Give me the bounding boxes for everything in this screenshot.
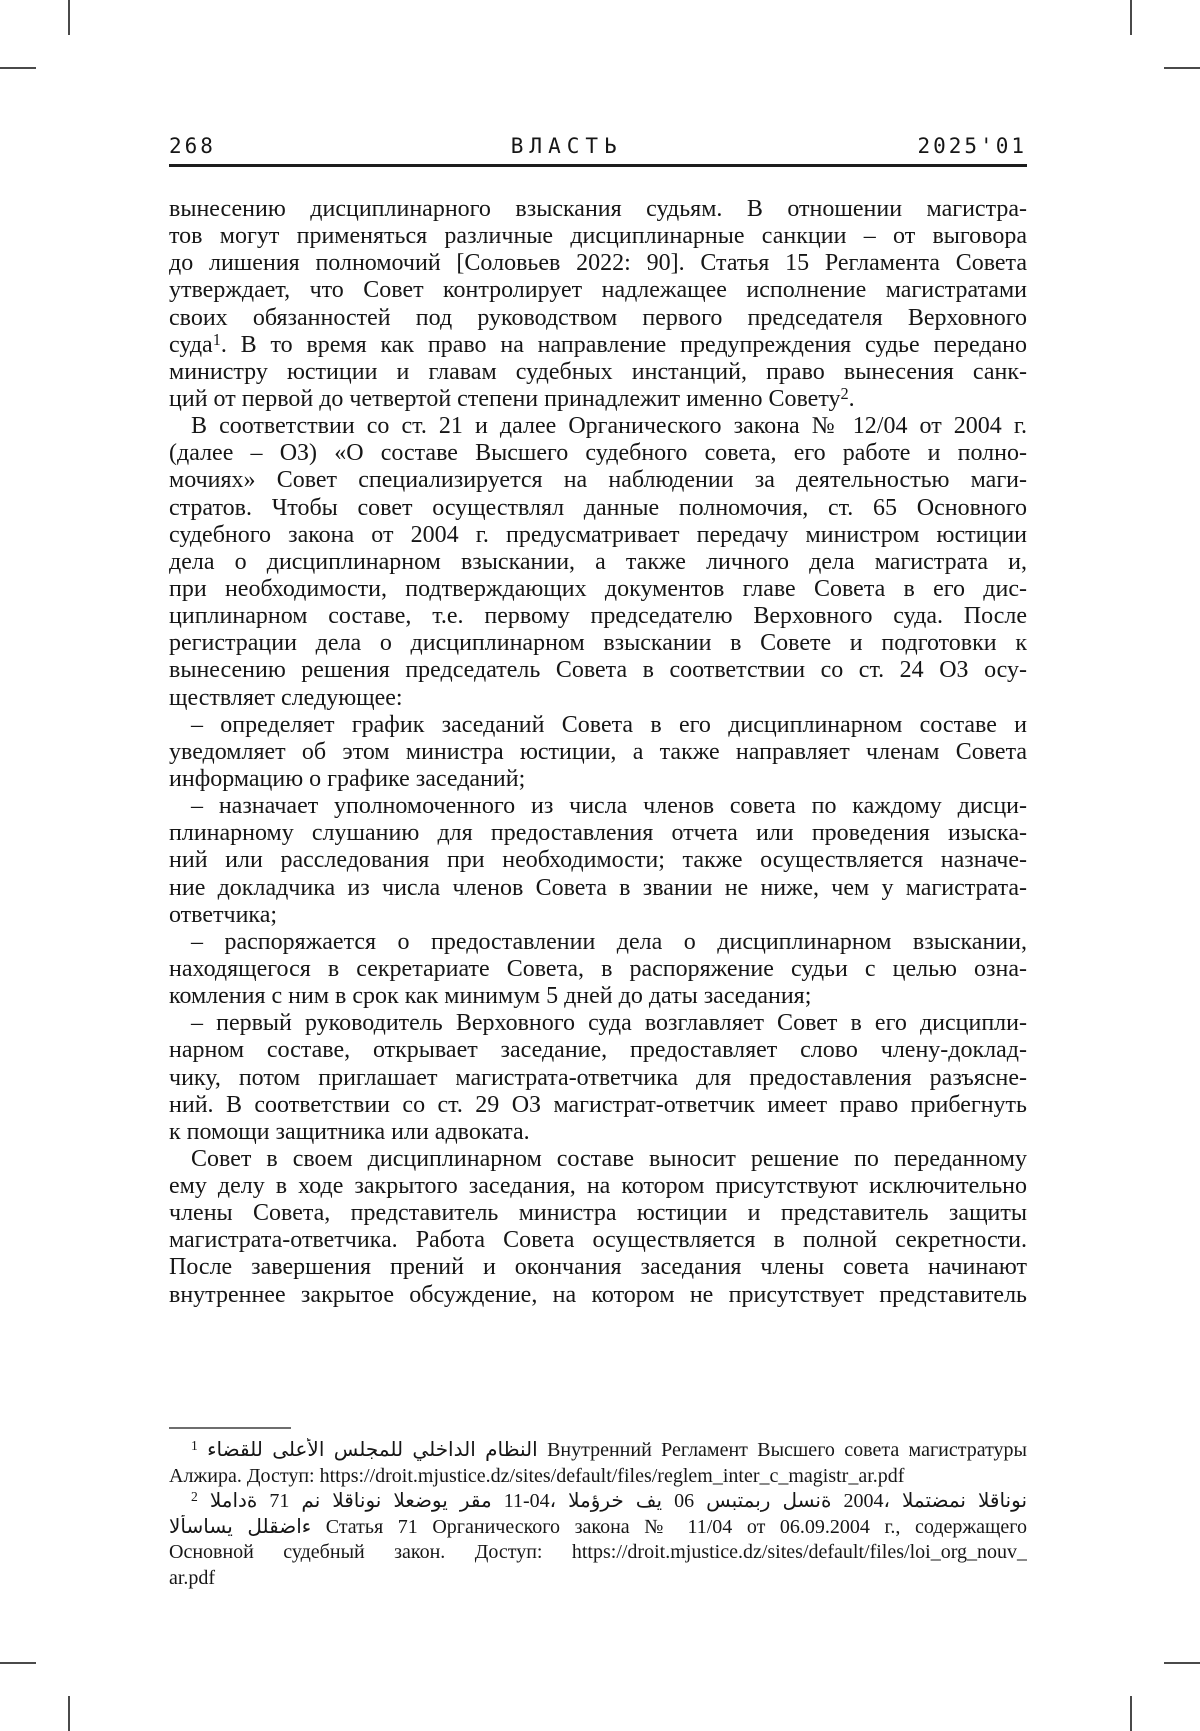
text-line: الأساسي للقضاء Статья 71 Органического закона № 11/04 от 06.09.2004 г., содержащего [169, 1515, 1027, 1538]
text-line: (далее – ОЗ) «О составе Высшего судебного совета, его работе и полно- [169, 440, 1027, 467]
issue-number: 2025'01 [917, 134, 1027, 158]
text-line: – назначает уполномоченного из числа членов совета по каждому дисци- [191, 793, 1027, 820]
crop-mark-bottom-right-vertical [1130, 1696, 1132, 1731]
text-line: уведомляет об этом министра юстиции, а также направляет членам Совета [169, 738, 1027, 765]
text-line: регистрации дела о дисциплинарном взыскании в Совете и подготовки к [169, 630, 1027, 657]
text-line: члены Совета, представитель министра юстиции и представитель защиты [169, 1200, 1027, 1227]
text-line: Совет в своем дисциплинарном составе выносит решение по переданному [191, 1145, 1027, 1172]
footnote-separator [169, 1427, 291, 1429]
text-line: плинарному слушанию для предоставления отчета или проведения изыска- [169, 820, 1027, 847]
text-line: министру юстиции и главам судебных инстанций, право вынесения санк- [169, 358, 1027, 385]
text-line: После завершения прений и окончания заседания члены совета начинают [169, 1254, 1027, 1281]
text-line: ar.pdf [169, 1566, 216, 1589]
text-line: $^2$ المادة 71 من القانون العضوي رقم 11-04، المؤرخ في 06 سبتمبر لسنة 2004، المتضمن القانون [191, 1489, 1027, 1512]
text-line: чику, потом приглашает магистрата-ответчика для предоставления разъясне- [169, 1064, 1027, 1091]
text-line: ние докладчика из числа членов Совета в звании не ниже, чем у магистрата- [169, 874, 1027, 901]
text-line: ответчика; [169, 901, 278, 928]
text-line: ему делу в ходе закрытого заседания, на котором присутствуют исключительно [169, 1173, 1027, 1200]
text-line: – распоряжается о предоставлении дела о дисциплинарном взыскании, [191, 928, 1027, 955]
text-line: – первый руководитель Верховного суда возглавляет Совет в его дисципли- [191, 1010, 1027, 1037]
text-line: В соответствии со ст. 21 и далее Органического закона № 12/04 от 2004 г. [191, 413, 1027, 440]
text-line: вынесению решения председатель Совета в соответствии со ст. 24 ОЗ осу- [169, 657, 1027, 684]
text-line: дела о дисциплинарном взыскании, а также личного дела магистрата и, [169, 548, 1027, 575]
crop-mark-top-left-vertical [68, 0, 70, 35]
text-line: своих обязанностей под руководством первого председателя Верховного [169, 304, 1027, 331]
text-line: циплинарном составе, т.е. первому председателю Верховного суда. После [169, 603, 1027, 630]
text-line: утверждает, что Совет контролирует надлежащее исполнение магистратами [169, 277, 1027, 304]
text-line: ществляет следующее: [169, 684, 403, 711]
crop-mark-bottom-left-horizontal [0, 1662, 36, 1664]
text-line: мочиях» Совет специализируется на наблюдении за деятельностью маги- [169, 467, 1027, 494]
crop-mark-bottom-right-horizontal [1164, 1662, 1200, 1664]
text-line: к помощи защитника или адвоката. [169, 1118, 530, 1145]
text-line: при необходимости, подтверждающих документов главе Совета в его дис- [169, 575, 1027, 602]
page-number: 268 [169, 134, 216, 158]
text-line: суда$^1$. В то время как право на направление предупреждения судье передано [169, 331, 1027, 358]
text-line: – определяет график заседаний Совета в его дисциплинарном составе и [191, 711, 1027, 738]
header-rule [169, 164, 1027, 167]
text-line: нарном составе, открывает заседание, предоставляет слово члену-доклад- [169, 1037, 1027, 1064]
journal-title: ВЛАСТЬ [510, 134, 623, 158]
text-line: ний или расследования при необходимости; также осуществляется назначе- [169, 847, 1027, 874]
text-line: вынесению дисциплинарного взыскания судьям. В отношении магистра- [169, 196, 1027, 222]
text-line: информацию о графике заседаний; [169, 765, 526, 792]
text-line: Основной судебный закон. Доступ: https://droit.mjustice.dz/sites/default/files/loi_org_nouv_ [169, 1541, 1027, 1563]
text-line: комления с ним в срок как минимум 5 дней до даты заседания; [169, 983, 812, 1010]
text-line: Алжира. Доступ: https://droit.mjustice.dz/sites/default/files/reglem_inter_c_magistr_ar.pdf [169, 1464, 905, 1487]
text-line: внутреннее закрытое обсуждение, на котором не присутствует представитель [169, 1281, 1027, 1308]
text-line: находящегося в секретариате Совета, в распоряжение судьи с целью озна- [169, 955, 1027, 982]
crop-mark-bottom-left-vertical [68, 1696, 70, 1731]
text-line: до лишения полномочий [Соловьев 2022: 90]. Статья 15 Регламента Совета [169, 250, 1027, 277]
footnotes-section [169, 1438, 1027, 1591]
text-line: тов могут применяться различные дисциплинарные санкции – от выговора [169, 223, 1027, 250]
crop-mark-top-right-horizontal [1164, 67, 1200, 69]
text-line: ций от первой до четвертой степени принадлежит именно Совету$^2$. [169, 385, 855, 412]
text-line: стратов. Чтобы совет осуществлял данные полномочия, ст. 65 Основного [169, 494, 1027, 521]
crop-mark-top-left-horizontal [0, 67, 36, 69]
crop-mark-top-right-vertical [1130, 0, 1132, 35]
page-header [169, 127, 1027, 157]
article-body-text [169, 196, 1027, 1309]
text-line: ний. В соответствии со ст. 29 ОЗ магистрат-ответчик имеет право прибегнуть [169, 1091, 1027, 1118]
text-line: судебного закона от 2004 г. предусматривает передачу министром юстиции [169, 521, 1027, 548]
text-line: $^1$ النظام الداخلي للمجلس الأعلى للقضاء Внутренний Регламент Высшего совета магистратуры [191, 1438, 1027, 1461]
text-line: магистрата-ответчика. Работа Совета осуществляется в полной секретности. [169, 1227, 1027, 1254]
